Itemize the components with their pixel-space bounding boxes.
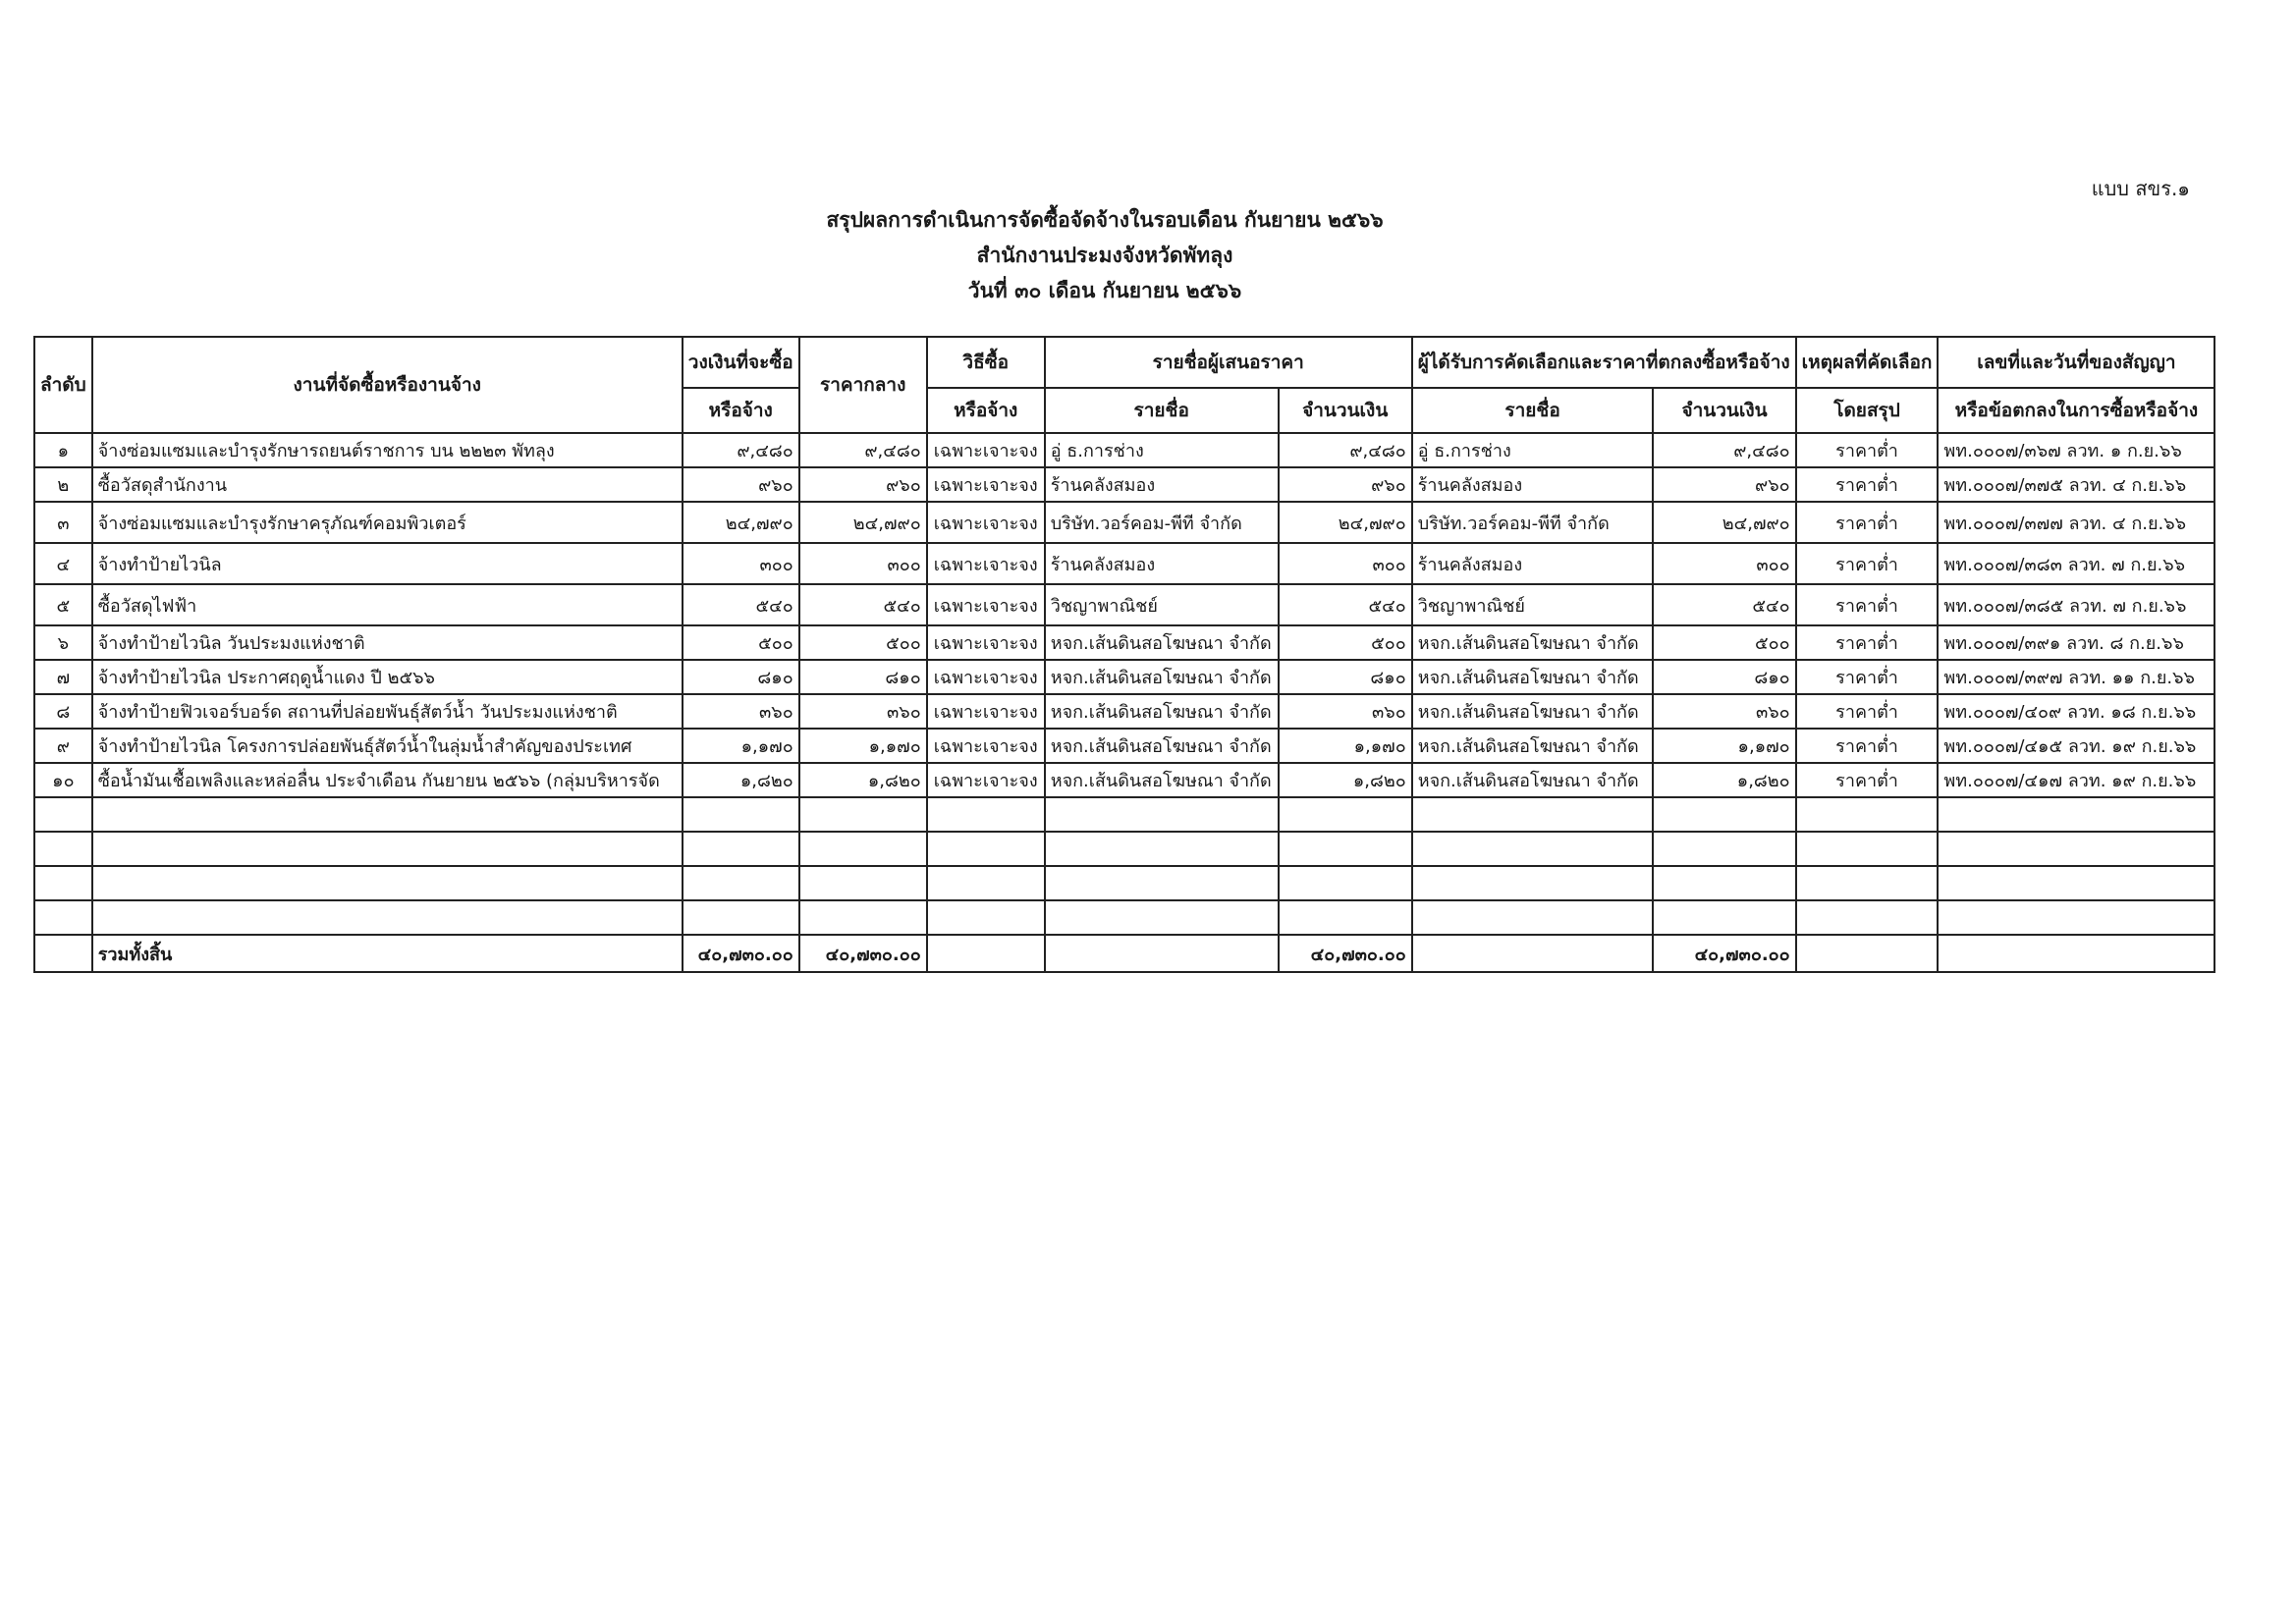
cell-no: ๓: [34, 502, 92, 543]
total-budget: ๔๐,๗๓๐.๐๐: [683, 935, 799, 972]
cell-winner-name: หจก.เส้นดินสอโฆษณา จำกัด: [1412, 660, 1654, 694]
cell-bidder-name: หจก.เส้นดินสอโฆษณา จำกัด: [1045, 625, 1279, 660]
cell-no: ๗: [34, 660, 92, 694]
cell-item: จ้างทำป้ายไวนิล โครงการปล่อยพันธุ์สัตว์น้ำในลุ่มน้ำสำคัญของประเทศ: [92, 729, 683, 763]
form-code: แบบ สขร.๑: [2091, 177, 2190, 200]
cell-bidder-amount: ๕๔๐: [1279, 584, 1412, 625]
cell-bidder-amount: ๙๖๐: [1279, 467, 1412, 502]
cell-no: ๖: [34, 625, 92, 660]
cell-winner-name: หจก.เส้นดินสอโฆษณา จำกัด: [1412, 729, 1654, 763]
cell-budget: ๓๐๐: [683, 543, 799, 584]
cell-method: เฉพาะเจาะจง: [927, 502, 1045, 543]
table-row: [34, 660, 2214, 694]
cell-budget: ๘๑๐: [683, 660, 799, 694]
table-body: [34, 433, 2214, 797]
header-contract: เลขที่และวันที่ของสัญญา: [1938, 337, 2214, 388]
cell-bidder-amount: ๘๑๐: [1279, 660, 1412, 694]
cell-method: เฉพาะเจาะจง: [927, 625, 1045, 660]
cell-contract: พท.๐๐๐๗/๔๐๙ ลวท. ๑๘ ก.ย.๖๖: [1938, 694, 2214, 729]
header-no: ลำดับ: [34, 337, 92, 433]
cell-bidder-name: ร้านคลังสมอง: [1045, 543, 1279, 584]
cell-item: ซื้อน้ำมันเชื้อเพลิงและหล่อลื่น ประจำเดือน กันยายน ๒๕๖๖ (กลุ่มบริหารจัด: [92, 763, 683, 797]
cell-no: ๒: [34, 467, 92, 502]
cell-item: จ้างทำป้ายฟิวเจอร์บอร์ด สถานที่ปล่อยพันธุ์สัตว์น้ำ วันประมงแห่งชาติ: [92, 694, 683, 729]
cell-bidder-name: หจก.เส้นดินสอโฆษณา จำกัด: [1045, 763, 1279, 797]
cell-method: เฉพาะเจาะจง: [927, 584, 1045, 625]
table-row: [34, 763, 2214, 797]
cell-method: เฉพาะเจาะจง: [927, 763, 1045, 797]
cell-reason: ราคาต่ำ: [1796, 625, 1939, 660]
cell-median: ๕๐๐: [799, 625, 927, 660]
cell-no: ๔: [34, 543, 92, 584]
table-row: [34, 625, 2214, 660]
cell-contract: พท.๐๐๐๗/๔๑๗ ลวท. ๑๙ ก.ย.๖๖: [1938, 763, 2214, 797]
header-bidders: รายชื่อผู้เสนอราคา: [1045, 337, 1412, 388]
cell-method: เฉพาะเจาะจง: [927, 729, 1045, 763]
table-row: [34, 694, 2214, 729]
cell-contract: พท.๐๐๐๗/๓๘๕ ลวท. ๗ ก.ย.๖๖: [1938, 584, 2214, 625]
header-budget: วงเงินที่จะซื้อ: [683, 337, 799, 388]
cell-bidder-name: ร้านคลังสมอง: [1045, 467, 1279, 502]
cell-winner-name: หจก.เส้นดินสอโฆษณา จำกัด: [1412, 625, 1654, 660]
header-bidder-amount: จำนวนเงิน: [1279, 388, 1412, 433]
header-reason-sub: โดยสรุป: [1796, 388, 1939, 433]
table-row: [34, 502, 2214, 543]
table-footer: [34, 797, 2214, 972]
empty-row: [34, 797, 2214, 832]
cell-median: ๓๐๐: [799, 543, 927, 584]
cell-method: เฉพาะเจาะจง: [927, 660, 1045, 694]
cell-contract: พท.๐๐๐๗/๓๙๗ ลวท. ๑๑ ก.ย.๖๖: [1938, 660, 2214, 694]
cell-contract: พท.๐๐๐๗/๓๗๗ ลวท. ๔ ก.ย.๖๖: [1938, 502, 2214, 543]
header-winner: ผู้ได้รับการคัดเลือกและราคาที่ตกลงซื้อหรือจ้าง: [1412, 337, 1796, 388]
cell-reason: ราคาต่ำ: [1796, 694, 1939, 729]
cell-median: ๓๖๐: [799, 694, 927, 729]
cell-winner-amount: ๙,๔๘๐: [1653, 433, 1795, 467]
cell-bidder-name: อู่ ธ.การช่าง: [1045, 433, 1279, 467]
cell-median: ๑,๑๗๐: [799, 729, 927, 763]
cell-winner-name: วิชญาพาณิชย์: [1412, 584, 1654, 625]
cell-bidder-name: หจก.เส้นดินสอโฆษณา จำกัด: [1045, 694, 1279, 729]
cell-no: ๑๐: [34, 763, 92, 797]
cell-item: ซื้อวัสดุสำนักงาน: [92, 467, 683, 502]
empty-row: [34, 900, 2214, 935]
header-method-sub: หรือจ้าง: [927, 388, 1045, 433]
cell-reason: ราคาต่ำ: [1796, 467, 1939, 502]
cell-method: เฉพาะเจาะจง: [927, 433, 1045, 467]
table-row: [34, 584, 2214, 625]
cell-median: ๘๑๐: [799, 660, 927, 694]
cell-no: ๙: [34, 729, 92, 763]
cell-winner-amount: ๑,๑๗๐: [1653, 729, 1795, 763]
cell-winner-name: หจก.เส้นดินสอโฆษณา จำกัด: [1412, 694, 1654, 729]
table-row: [34, 729, 2214, 763]
cell-median: ๒๔,๗๙๐: [799, 502, 927, 543]
header-winner-name: รายชื่อ: [1412, 388, 1654, 433]
cell-bidder-name: หจก.เส้นดินสอโฆษณา จำกัด: [1045, 660, 1279, 694]
header-bidder-name: รายชื่อ: [1045, 388, 1279, 433]
cell-no: ๕: [34, 584, 92, 625]
cell-bidder-amount: ๙,๔๘๐: [1279, 433, 1412, 467]
cell-bidder-amount: ๓๐๐: [1279, 543, 1412, 584]
cell-winner-amount: ๓๖๐: [1653, 694, 1795, 729]
cell-winner-amount: ๒๔,๗๙๐: [1653, 502, 1795, 543]
total-row: [34, 935, 2214, 972]
total-bidder-amount: ๔๐,๗๓๐.๐๐: [1279, 935, 1412, 972]
cell-winner-amount: ๑,๘๒๐: [1653, 763, 1795, 797]
cell-bidder-amount: ๑,๑๗๐: [1279, 729, 1412, 763]
cell-contract: พท.๐๐๐๗/๓๗๕ ลวท. ๔ ก.ย.๖๖: [1938, 467, 2214, 502]
header-winner-amount: จำนวนเงิน: [1653, 388, 1795, 433]
total-label: รวมทั้งสิ้น: [92, 935, 683, 972]
title-line-1: สรุปผลการดำเนินการจัดซื้อจัดจ้างในรอบเดือน กันยายน ๒๕๖๖: [826, 208, 1384, 232]
cell-budget: ๓๖๐: [683, 694, 799, 729]
cell-reason: ราคาต่ำ: [1796, 729, 1939, 763]
cell-reason: ราคาต่ำ: [1796, 543, 1939, 584]
cell-contract: พท.๐๐๐๗/๓๙๑ ลวท. ๘ ก.ย.๖๖: [1938, 625, 2214, 660]
cell-method: เฉพาะเจาะจง: [927, 543, 1045, 584]
cell-winner-amount: ๕๐๐: [1653, 625, 1795, 660]
cell-budget: ๑,๑๗๐: [683, 729, 799, 763]
cell-method: เฉพาะเจาะจง: [927, 467, 1045, 502]
cell-winner-amount: ๓๐๐: [1653, 543, 1795, 584]
cell-budget: ๕๐๐: [683, 625, 799, 660]
cell-contract: พท.๐๐๐๗/๓๖๗ ลวท. ๑ ก.ย.๖๖: [1938, 433, 2214, 467]
table-row: [34, 433, 2214, 467]
empty-row: [34, 832, 2214, 866]
empty-row: [34, 866, 2214, 900]
cell-winner-amount: ๘๑๐: [1653, 660, 1795, 694]
cell-reason: ราคาต่ำ: [1796, 433, 1939, 467]
cell-winner-name: ร้านคลังสมอง: [1412, 467, 1654, 502]
cell-item: ซื้อวัสดุไฟฟ้า: [92, 584, 683, 625]
cell-budget: ๕๔๐: [683, 584, 799, 625]
cell-bidder-name: วิชญาพาณิชย์: [1045, 584, 1279, 625]
cell-winner-amount: ๙๖๐: [1653, 467, 1795, 502]
cell-winner-name: บริษัท.วอร์คอม-พีที จำกัด: [1412, 502, 1654, 543]
header-item: งานที่จัดซื้อหรืองานจ้าง: [92, 337, 683, 433]
cell-bidder-amount: ๓๖๐: [1279, 694, 1412, 729]
cell-no: ๑: [34, 433, 92, 467]
cell-winner-name: หจก.เส้นดินสอโฆษณา จำกัด: [1412, 763, 1654, 797]
cell-no: ๘: [34, 694, 92, 729]
cell-budget: ๙๖๐: [683, 467, 799, 502]
cell-median: ๑,๘๒๐: [799, 763, 927, 797]
cell-budget: ๙,๔๘๐: [683, 433, 799, 467]
table-row: [34, 467, 2214, 502]
cell-bidder-amount: ๒๔,๗๙๐: [1279, 502, 1412, 543]
header-budget-sub: หรือจ้าง: [683, 388, 799, 433]
cell-bidder-name: บริษัท.วอร์คอม-พีที จำกัด: [1045, 502, 1279, 543]
cell-median: ๙,๔๘๐: [799, 433, 927, 467]
cell-bidder-name: หจก.เส้นดินสอโฆษณา จำกัด: [1045, 729, 1279, 763]
cell-winner-name: ร้านคลังสมอง: [1412, 543, 1654, 584]
cell-method: เฉพาะเจาะจง: [927, 694, 1045, 729]
cell-reason: ราคาต่ำ: [1796, 660, 1939, 694]
document-title: [0, 202, 2210, 308]
cell-median: ๙๖๐: [799, 467, 927, 502]
cell-budget: ๒๔,๗๙๐: [683, 502, 799, 543]
cell-item: จ้างทำป้ายไวนิล: [92, 543, 683, 584]
table-row: [34, 543, 2214, 584]
title-line-3: วันที่ ๓๐ เดือน กันยายน ๒๕๖๖: [967, 279, 1242, 302]
cell-item: จ้างทำป้ายไวนิล วันประมงแห่งชาติ: [92, 625, 683, 660]
cell-item: จ้างซ่อมแซมและบำรุงรักษาครุภัณฑ์คอมพิวเตอร์: [92, 502, 683, 543]
cell-bidder-amount: ๕๐๐: [1279, 625, 1412, 660]
cell-item: จ้างทำป้ายไวนิล ประกาศฤดูน้ำแดง ปี ๒๕๖๖: [92, 660, 683, 694]
total-median: ๔๐,๗๓๐.๐๐: [799, 935, 927, 972]
cell-budget: ๑,๘๒๐: [683, 763, 799, 797]
cell-reason: ราคาต่ำ: [1796, 502, 1939, 543]
header-method: วิธีซื้อ: [927, 337, 1045, 388]
total-winner-amount: ๔๐,๗๓๐.๐๐: [1653, 935, 1795, 972]
title-line-2: สำนักงานประมงจังหวัดพัทลุง: [976, 244, 1233, 267]
cell-contract: พท.๐๐๐๗/๔๑๕ ลวท. ๑๙ ก.ย.๖๖: [1938, 729, 2214, 763]
cell-winner-amount: ๕๔๐: [1653, 584, 1795, 625]
cell-bidder-amount: ๑,๘๒๐: [1279, 763, 1412, 797]
cell-median: ๕๔๐: [799, 584, 927, 625]
cell-winner-name: อู่ ธ.การช่าง: [1412, 433, 1654, 467]
header-reason: เหตุผลที่คัดเลือก: [1796, 337, 1939, 388]
cell-contract: พท.๐๐๐๗/๓๘๓ ลวท. ๗ ก.ย.๖๖: [1938, 543, 2214, 584]
procurement-table: [33, 336, 2215, 973]
cell-reason: ราคาต่ำ: [1796, 763, 1939, 797]
header-median: ราคากลาง: [799, 337, 927, 433]
header-contract-sub: หรือข้อตกลงในการซื้อหรือจ้าง: [1938, 388, 2214, 433]
cell-item: จ้างซ่อมแซมและบำรุงรักษารถยนต์ราชการ บน ๒๒๒๓ พัทลุง: [92, 433, 683, 467]
cell-reason: ราคาต่ำ: [1796, 584, 1939, 625]
